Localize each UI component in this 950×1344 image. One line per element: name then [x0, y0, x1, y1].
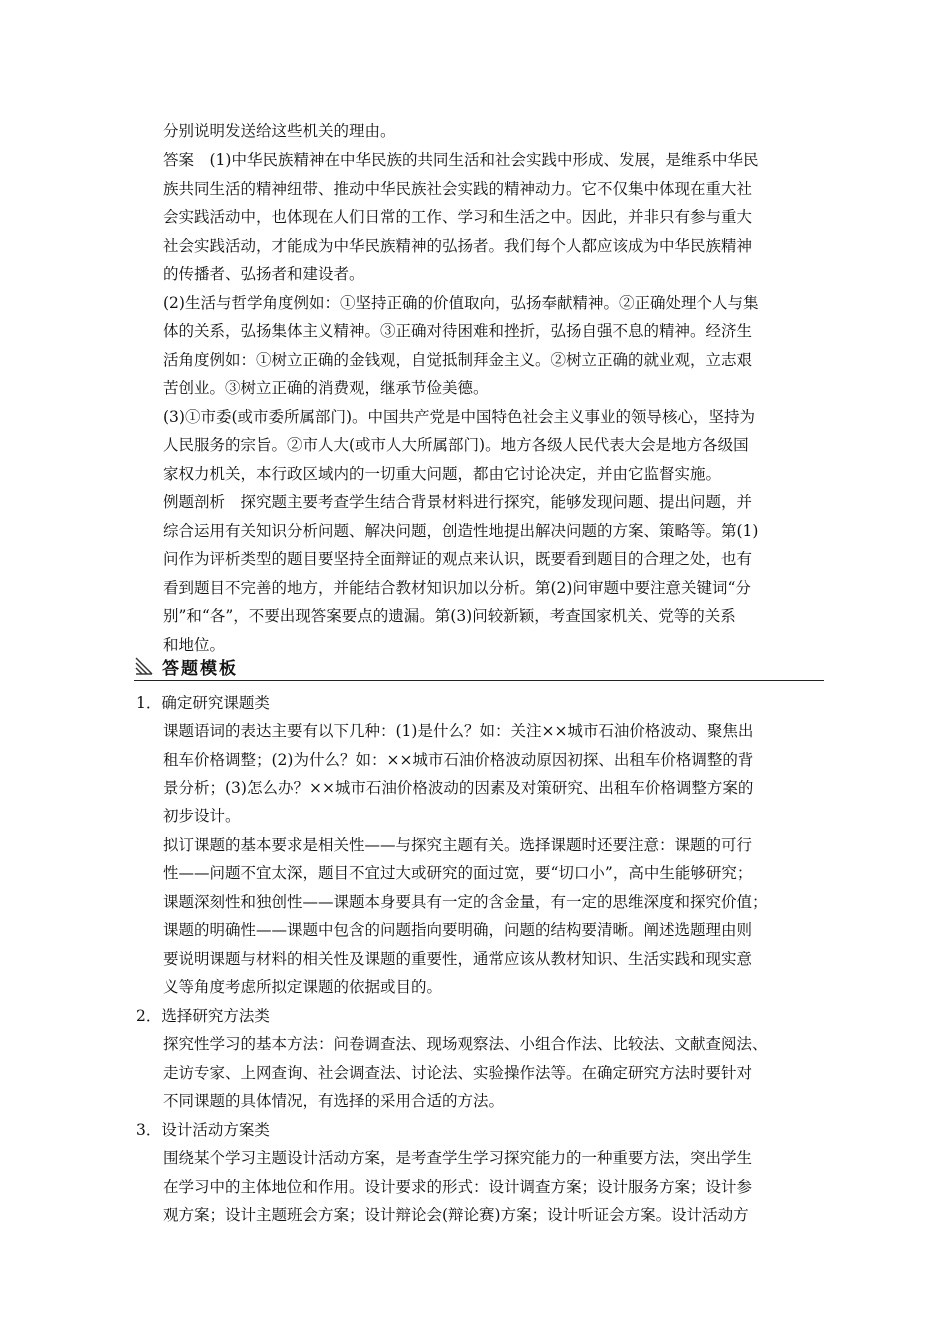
answer-line: 答案 (1)中华民族精神在中华民族的共同生活和社会实践中形成、发展，是维系中华民 — [163, 151, 759, 169]
template-line: 走访专家、上网查询、社会调查法、讨论法、实验操作法等。在确定研究方法时要针对 — [163, 1064, 753, 1082]
answer-line: 活角度例如：①树立正确的金钱观，自觉抵制拜金主义。②树立正确的就业观，立志艰 — [163, 351, 753, 369]
template-heading: 2．选择研究方法类 — [136, 1007, 270, 1025]
template-line: 观方案；设计主题班会方案；设计辩论会(辩论赛)方案；设计听证会方案。设计活动方 — [163, 1206, 749, 1224]
analysis-line: 看到题目不完善的地方，并能结合教材知识加以分析。第(2)问审题中要注意关键词“分 — [163, 579, 751, 597]
template-line: 义等角度考虑所拟定课题的依据或目的。 — [163, 978, 443, 996]
answer-line: (3)①市委(或市委所属部门)。中国共产党是中国特色社会主义事业的领导核心，坚持为 — [163, 408, 756, 426]
analysis-line: 别”和“各”，不要出现答案要点的遗漏。第(3)问较新颖，考查国家机关、党等的关系 — [163, 607, 736, 625]
template-line: 景分析；(3)怎么办？××城市石油价格波动的因素及对策研究、出租车价格调整方案的 — [163, 779, 754, 797]
template-line: 课题的明确性——课题中包含的问题指向要明确，问题的结构要清晰。阐述选题理由则 — [163, 921, 753, 939]
answer-line: 社会实践活动，才能成为中华民族精神的弘扬者。我们每个人都应该成为中华民族精神 — [163, 237, 753, 255]
answer-line: 族共同生活的精神纽带、推动中华民族社会实践的精神动力。它不仅集中体现在重大社 — [163, 180, 753, 198]
template-line: 不同课题的具体情况，有选择的采用合适的方法。 — [163, 1092, 505, 1110]
template-line: 初步设计。 — [163, 807, 241, 825]
template-heading: 3．设计活动方案类 — [136, 1121, 270, 1139]
template-line: 课题深刻性和独创性——课题本身要具有一定的含金量，有一定的思维深度和探究价值； — [163, 893, 768, 911]
template-line: 课题语词的表达主要有以下几种：(1)是什么？如：关注××城市石油价格波动、聚焦出 — [163, 722, 754, 740]
template-line: 要说明课题与材料的相关性及课题的重要性，通常应该从教材知识、生活实践和现实意 — [163, 950, 753, 968]
template-heading: 1．确定研究课题类 — [136, 694, 270, 712]
template-line: 性——问题不宜太深，题目不宜过大或研究的面过宽，要“切口小”，高中生能够研究； — [163, 864, 753, 882]
template-line: 拟订课题的基本要求是相关性——与探究主题有关。选择课题时还要注意：课题的可行 — [163, 836, 753, 854]
analysis-line: 问作为评析类型的题目要坚持全面辩证的观点来认识，既要看到题目的合理之处，也有 — [163, 550, 753, 568]
answer-line: 苦创业。③树立正确的消费观，继承节俭美德。 — [163, 379, 489, 397]
diagonal-stripe-icon — [134, 656, 154, 676]
template-line: 租车价格调整；(2)为什么？如：××城市石油价格波动原因初探、出租车价格调整的背 — [163, 751, 754, 769]
template-line: 在学习中的主体地位和作用。设计要求的形式：设计调查方案；设计服务方案；设计参 — [163, 1178, 753, 1196]
answer-line: 会实践活动中，也体现在人们日常的工作、学习和生活之中。因此，并非只有参与重大 — [163, 208, 753, 226]
analysis-line: 例题剖析 探究题主要考查学生结合背景材料进行探究，能够发现问题、提出问题，并 — [163, 493, 753, 511]
section-title: 答题模板 — [162, 658, 238, 679]
answer-line: 的传播者、弘扬者和建设者。 — [163, 265, 365, 283]
answer-line: 体的关系，弘扬集体主义精神。③正确对待困难和挫折，弘扬自强不息的精神。经济生 — [163, 322, 753, 340]
analysis-line: 综合运用有关知识分析问题、解决问题，创造性地提出解决问题的方案、策略等。第(1) — [163, 522, 759, 540]
section-divider — [134, 680, 824, 681]
answer-line: 家权力机关，本行政区域内的一切重大问题，都由它讨论决定，并由它监督实施。 — [163, 465, 722, 483]
answer-line: 分别说明发送给这些机关的理由。 — [163, 122, 396, 140]
answer-line: (2)生活与哲学角度例如：①坚持正确的价值取向，弘扬奉献精神。②正确处理个人与集 — [163, 294, 759, 312]
template-line: 围绕某个学习主题设计活动方案，是考查学生学习探究能力的一种重要方法，突出学生 — [163, 1149, 753, 1167]
answer-line: 人民服务的宗旨。②市人大(或市人大所属部门)。地方各级人民代表大会是地方各级国 — [163, 436, 749, 454]
analysis-line: 和地位。 — [163, 636, 226, 654]
template-line: 探究性学习的基本方法：问卷调查法、现场观察法、小组合作法、比较法、文献查阅法、 — [163, 1035, 768, 1053]
section-header — [134, 653, 238, 679]
